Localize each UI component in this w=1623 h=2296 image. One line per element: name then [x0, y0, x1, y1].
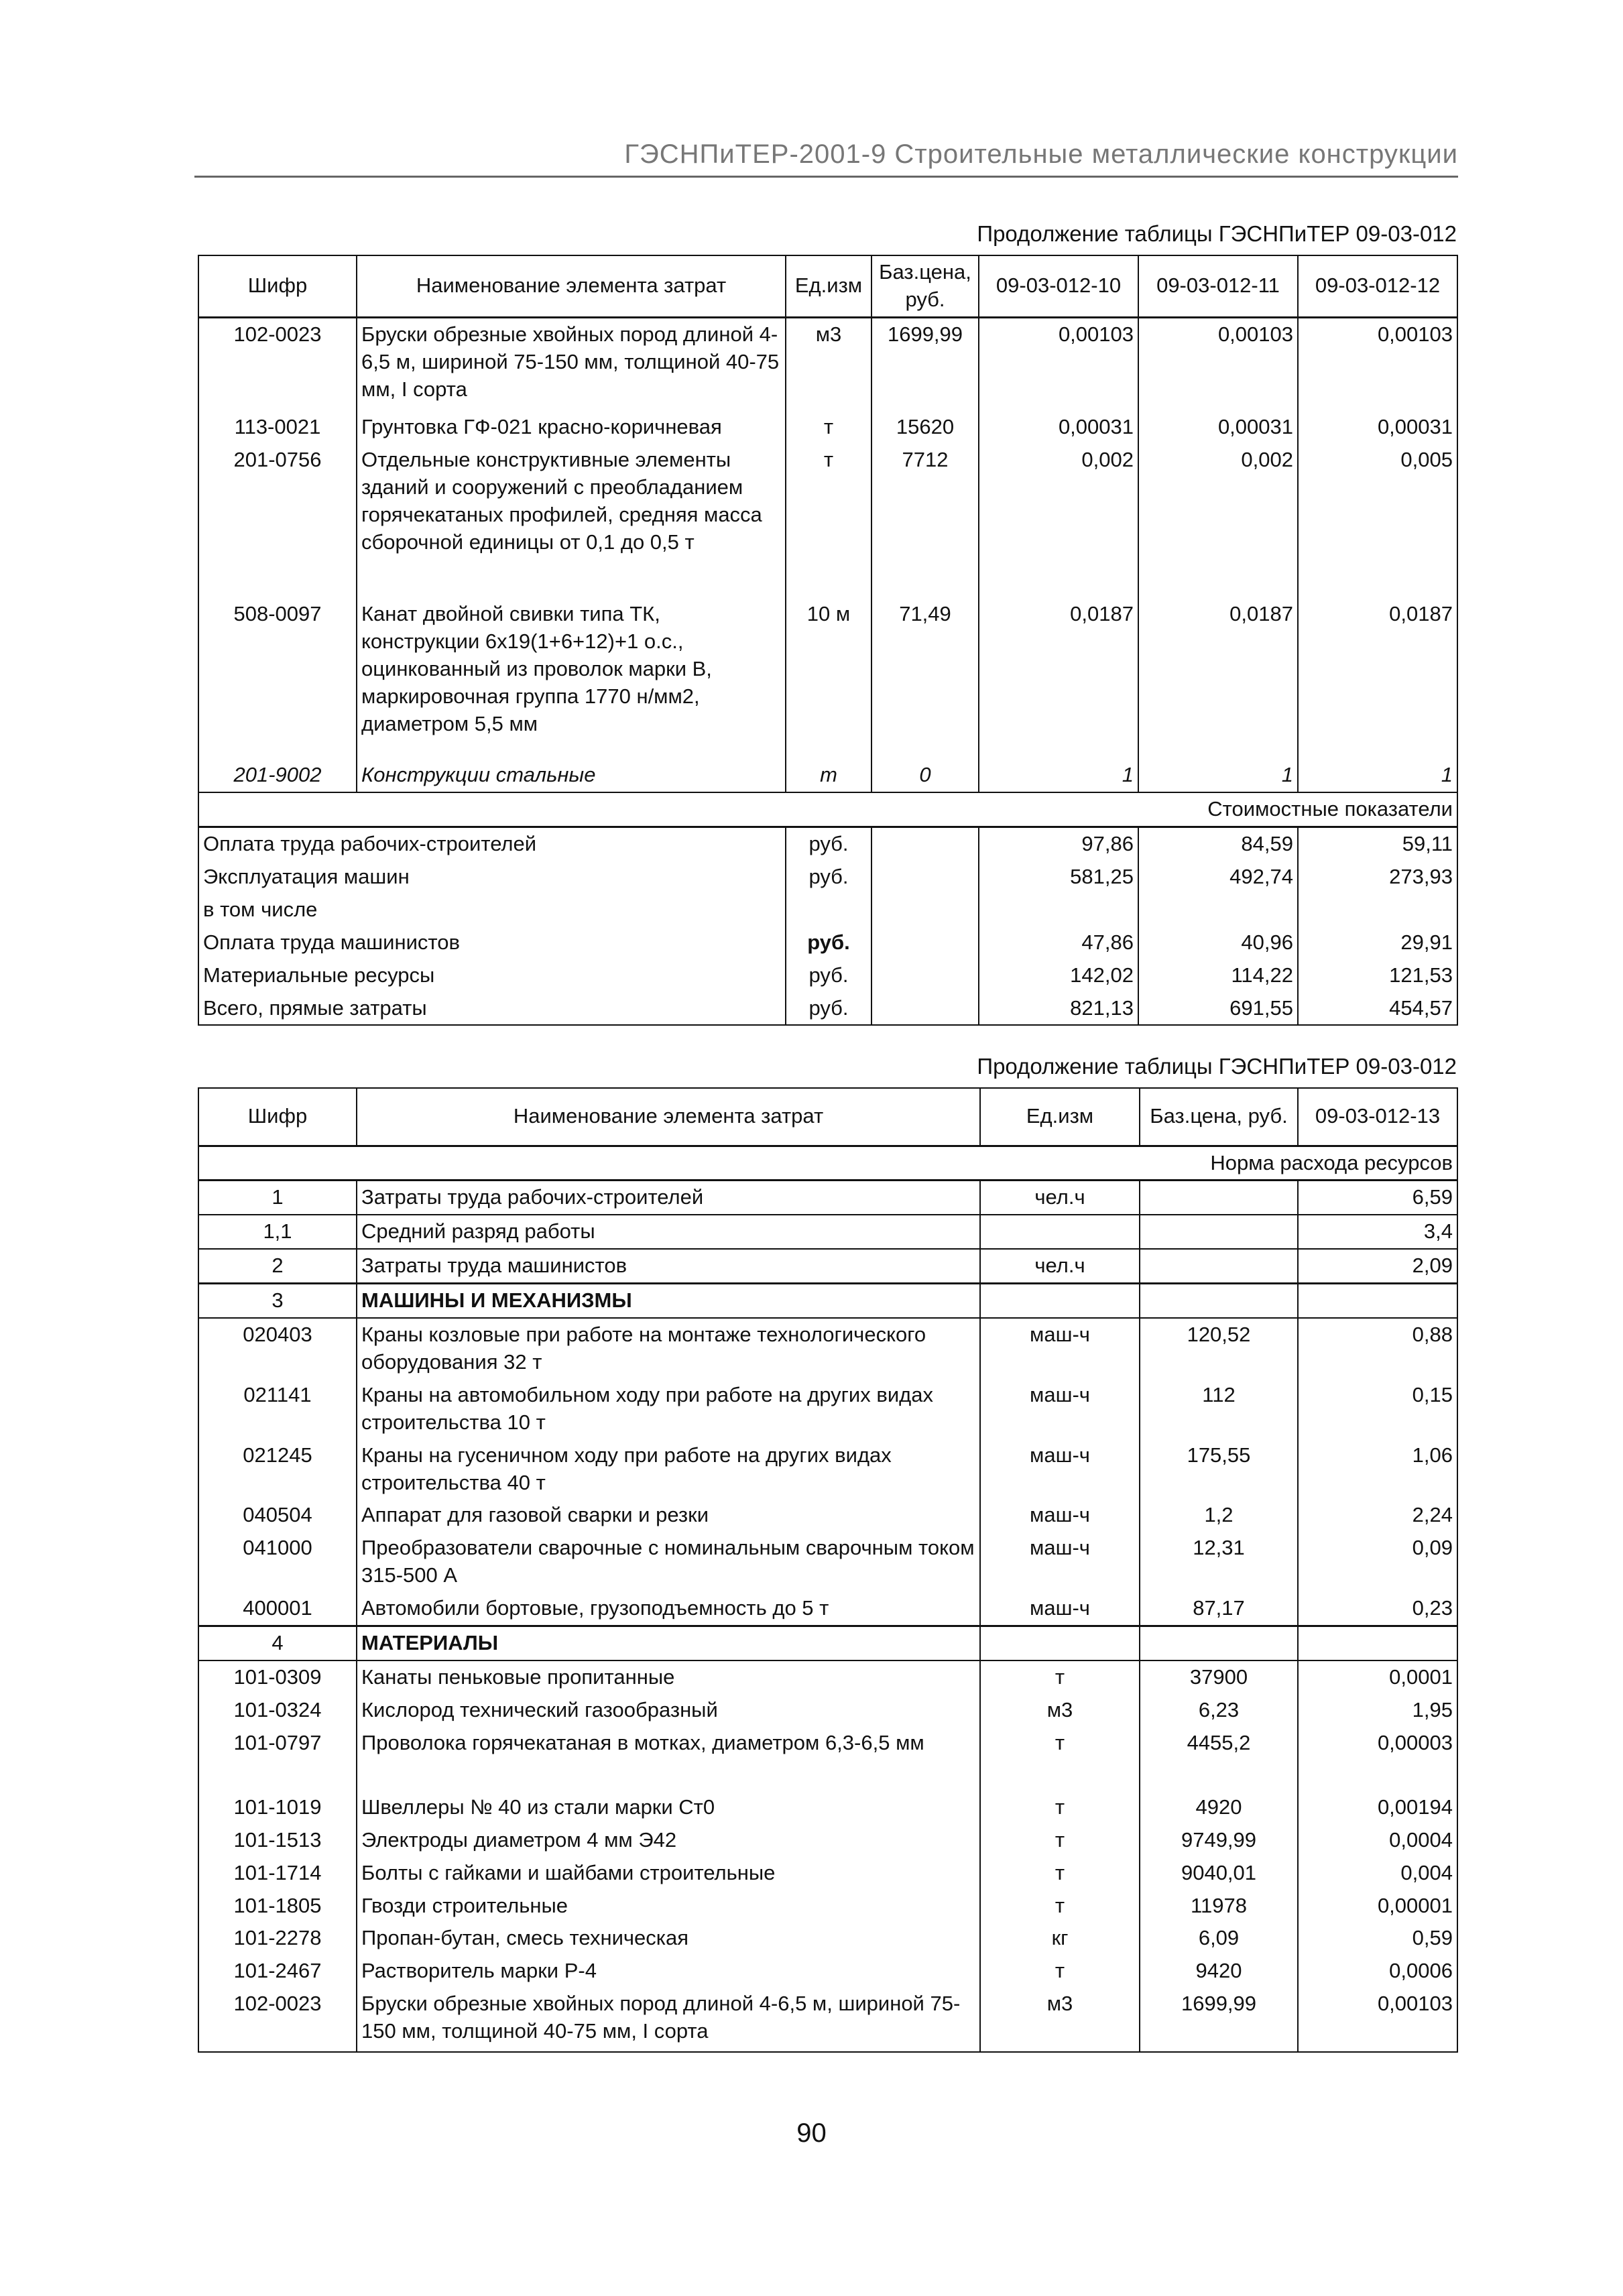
section-row — [198, 792, 1457, 827]
cell-value: 454,57 — [1298, 992, 1457, 1026]
table-row — [198, 1181, 1457, 1215]
cell-name: Пропан-бутан, смесь техническая — [357, 1922, 980, 1955]
cell-unit: 10 м — [786, 598, 871, 759]
table1-caption: Продолжение таблицы ГЭСНПиТЕР 09-03-012 — [977, 221, 1457, 246]
group-row — [198, 1284, 1457, 1318]
cell-unit: чел.ч — [980, 1249, 1140, 1283]
cell-unit: маш-ч — [980, 1499, 1140, 1532]
group-row — [198, 1626, 1457, 1660]
cell-code: 021245 — [198, 1439, 357, 1500]
cell-norm: 0,0187 — [979, 598, 1138, 759]
cell-price: 12,31 — [1140, 1532, 1298, 1592]
col-header-name: Наименование элемента затрат — [357, 255, 786, 317]
table-row — [198, 1922, 1457, 1955]
cell-price — [1140, 1626, 1298, 1660]
cell-name: Краны козловые при работе на монтаже технологического оборудования 32 т — [357, 1318, 980, 1379]
resource-table-2 — [198, 1087, 1458, 2053]
cell-price: 0 — [871, 759, 979, 792]
cell-code: 3 — [198, 1284, 357, 1318]
cell-code: 101-2278 — [198, 1922, 357, 1955]
cell-value: 691,55 — [1138, 992, 1298, 1026]
cell-price — [1140, 1284, 1298, 1318]
cell-code: 101-0309 — [198, 1660, 357, 1694]
cell-unit: маш-ч — [980, 1379, 1140, 1439]
cell-name: Эксплуатация машин — [198, 861, 786, 894]
col-header-norm-12: 09-03-012-12 — [1298, 255, 1457, 317]
table-row — [198, 1439, 1457, 1500]
cell-code: 2 — [198, 1249, 357, 1283]
cell-norm: 0,0006 — [1298, 1955, 1457, 1988]
cell-norm: 1,95 — [1298, 1694, 1457, 1727]
cell-norm: 0,09 — [1298, 1532, 1457, 1592]
section-label-cost: Стоимостные показатели — [198, 792, 1457, 827]
cell-norm: 0,0004 — [1298, 1824, 1457, 1857]
table-row — [198, 411, 1457, 444]
cell-norm: 0,00103 — [1298, 317, 1457, 411]
cell-price: 11978 — [1140, 1890, 1298, 1923]
cell-price: 9749,99 — [1140, 1824, 1298, 1857]
cell-name: Болты с гайками и шайбами строительные — [357, 1857, 980, 1890]
cell-norm: 0,0001 — [1298, 1660, 1457, 1694]
col-header-base-price: Баз.цена, руб. — [1140, 1088, 1298, 1146]
cell-name: Растворитель марки Р-4 — [357, 1955, 980, 1988]
cell-unit: т — [786, 444, 871, 598]
cell-code: 101-0797 — [198, 1727, 357, 1791]
cell-norm: 0,002 — [1138, 444, 1298, 598]
cell-unit: т — [980, 1727, 1140, 1791]
cell-name: Кислород технический газообразный — [357, 1694, 980, 1727]
cell-name: Гвозди строительные — [357, 1890, 980, 1923]
cell-name: Затраты труда машинистов — [357, 1249, 980, 1283]
cell-name: Аппарат для газовой сварки и резки — [357, 1499, 980, 1532]
cell-price: 175,55 — [1140, 1439, 1298, 1500]
cell-price: 120,52 — [1140, 1318, 1298, 1379]
cell-norm: 0,00031 — [1298, 411, 1457, 444]
cell-value: 59,11 — [1298, 827, 1457, 861]
table-row — [198, 992, 1457, 1026]
table-row — [198, 1379, 1457, 1439]
table-row — [198, 926, 1457, 959]
cell-norm: 0,00194 — [1298, 1791, 1457, 1824]
cell-unit: маш-ч — [980, 1592, 1140, 1626]
table-row — [198, 1824, 1457, 1857]
cell-code: 102-0023 — [198, 317, 357, 411]
cell-unit: чел.ч — [980, 1181, 1140, 1215]
table-row — [198, 894, 1457, 926]
cell-norm: 3,4 — [1298, 1215, 1457, 1249]
cell-name: Грунтовка ГФ-021 красно-коричневая — [357, 411, 786, 444]
cell-norm: 6,59 — [1298, 1181, 1457, 1215]
cell-name: Бруски обрезные хвойных пород длиной 4-6,5 м, шириной 75-150 мм, толщиной 40-75 мм, I сорта — [357, 317, 786, 411]
cell-group-title: МАТЕРИАЛЫ — [357, 1626, 980, 1660]
cell-price — [871, 959, 979, 992]
cell-price: 71,49 — [871, 598, 979, 759]
cell-norm: 0,23 — [1298, 1592, 1457, 1626]
cell-norm: 0,004 — [1298, 1857, 1457, 1890]
cell-norm: 0,00103 — [1298, 1988, 1457, 2052]
cell-name: в том числе — [198, 894, 786, 926]
table-row — [198, 1727, 1457, 1791]
table1-header-row — [198, 255, 1457, 317]
cell-group-title: МАШИНЫ И МЕХАНИЗМЫ — [357, 1284, 980, 1318]
cell-price: 37900 — [1140, 1660, 1298, 1694]
table-row — [198, 759, 1457, 792]
cell-price — [871, 926, 979, 959]
cell-code: 1,1 — [198, 1215, 357, 1249]
cell-name: Автомобили бортовые, грузоподъемность до 5 т — [357, 1592, 980, 1626]
cell-name: Конструкции стальные — [357, 759, 786, 792]
cell-value: 84,59 — [1138, 827, 1298, 861]
cell-price: 1699,99 — [1140, 1988, 1298, 2052]
cell-norm: 2,24 — [1298, 1499, 1457, 1532]
cell-norm: 0,00103 — [1138, 317, 1298, 411]
cell-unit: маш-ч — [980, 1532, 1140, 1592]
cell-norm: 0,00001 — [1298, 1890, 1457, 1923]
cell-norm: 2,09 — [1298, 1249, 1457, 1283]
cell-unit: т — [786, 411, 871, 444]
cell-price: 4455,2 — [1140, 1727, 1298, 1791]
resource-table-1 — [198, 255, 1458, 1026]
col-header-norm-11: 09-03-012-11 — [1138, 255, 1298, 317]
cell-norm: 0,00031 — [979, 411, 1138, 444]
col-header-base-price: Баз.цена, руб. — [871, 255, 979, 317]
col-header-code: Шифр — [198, 255, 357, 317]
cell-name: Канат двойной свивки типа ТК, конструкции 6х19(1+6+12)+1 о.с., оцинкованный из проволок марки В, маркировочная группа 1770 н/мм2, диаметром 5,5 мм — [357, 598, 786, 759]
cell-unit: т — [980, 1660, 1140, 1694]
table-row — [198, 1857, 1457, 1890]
cell-norm: 0,0187 — [1298, 598, 1457, 759]
table-row — [198, 1988, 1457, 2052]
cell-name: Затраты труда рабочих-строителей — [357, 1181, 980, 1215]
cell-norm: 1 — [1138, 759, 1298, 792]
table-row — [198, 1791, 1457, 1824]
cell-price: 87,17 — [1140, 1592, 1298, 1626]
cell-unit: руб. — [786, 861, 871, 894]
cell-norm — [1298, 1626, 1457, 1660]
cell-value: 121,53 — [1298, 959, 1457, 992]
cell-value: 142,02 — [979, 959, 1138, 992]
table-row — [198, 1660, 1457, 1694]
cell-price — [871, 827, 979, 861]
cell-norm: 0,0187 — [1138, 598, 1298, 759]
cell-price — [1140, 1181, 1298, 1215]
cell-norm: 1 — [1298, 759, 1457, 792]
cell-unit: маш-ч — [980, 1318, 1140, 1379]
table-row — [198, 1532, 1457, 1592]
cell-name: Проволока горячекатаная в мотках, диаметром 6,3-6,5 мм — [357, 1727, 980, 1791]
col-header-unit: Ед.изм — [980, 1088, 1140, 1146]
cell-price — [871, 992, 979, 1026]
cell-price: 15620 — [871, 411, 979, 444]
cell-price — [871, 894, 979, 926]
cell-norm: 0,88 — [1298, 1318, 1457, 1379]
cell-unit: маш-ч — [980, 1439, 1140, 1500]
table-row — [198, 861, 1457, 894]
header-rule — [194, 176, 1458, 178]
cell-code: 101-1714 — [198, 1857, 357, 1890]
cell-value — [1298, 894, 1457, 926]
cell-code: 400001 — [198, 1592, 357, 1626]
col-header-code: Шифр — [198, 1088, 357, 1146]
cell-value — [979, 894, 1138, 926]
cell-price — [1140, 1249, 1298, 1283]
cell-norm: 0,00031 — [1138, 411, 1298, 444]
cell-name: Оплата труда машинистов — [198, 926, 786, 959]
cell-norm — [1298, 1284, 1457, 1318]
cell-value: 492,74 — [1138, 861, 1298, 894]
cell-unit: руб. — [786, 959, 871, 992]
cell-name: Средний разряд работы — [357, 1215, 980, 1249]
cell-unit: руб. — [786, 926, 871, 959]
table-row — [198, 598, 1457, 759]
cell-name: Канаты пеньковые пропитанные — [357, 1660, 980, 1694]
cell-name: Швеллеры № 40 из стали марки Ст0 — [357, 1791, 980, 1824]
cell-value: 40,96 — [1138, 926, 1298, 959]
section-label-norm: Норма расхода ресурсов — [198, 1146, 1457, 1181]
cell-norm: 0,00103 — [979, 317, 1138, 411]
cell-price: 1699,99 — [871, 317, 979, 411]
cell-value: 97,86 — [979, 827, 1138, 861]
cell-code: 020403 — [198, 1318, 357, 1379]
cell-name: Краны на автомобильном ходу при работе на других видах строительства 10 т — [357, 1379, 980, 1439]
table2-header-row — [198, 1088, 1457, 1146]
table-row — [198, 444, 1457, 598]
cell-code: 101-2467 — [198, 1955, 357, 1988]
section-row — [198, 1146, 1457, 1181]
cell-code: 1 — [198, 1181, 357, 1215]
cell-price: 6,23 — [1140, 1694, 1298, 1727]
cell-code: 041000 — [198, 1532, 357, 1592]
cell-norm: 0,59 — [1298, 1922, 1457, 1955]
table-row — [198, 1955, 1457, 1988]
cell-value: 29,91 — [1298, 926, 1457, 959]
cell-price — [871, 861, 979, 894]
cell-name: Всего, прямые затраты — [198, 992, 786, 1026]
cell-value: 114,22 — [1138, 959, 1298, 992]
table-row — [198, 959, 1457, 992]
cell-norm: 0,15 — [1298, 1379, 1457, 1439]
cell-name: Материальные ресурсы — [198, 959, 786, 992]
cell-unit: т — [786, 759, 871, 792]
cell-price: 9040,01 — [1140, 1857, 1298, 1890]
cell-name: Отдельные конструктивные элементы зданий и сооружений с преобладанием горячекатаных профилей, средняя масса сборочной единицы от 0,1 до 0,5 т — [357, 444, 786, 598]
cell-code: 040504 — [198, 1499, 357, 1532]
cell-value: 273,93 — [1298, 861, 1457, 894]
cell-name: Краны на гусеничном ходу при работе на других видах строительства 40 т — [357, 1439, 980, 1500]
cell-unit: кг — [980, 1922, 1140, 1955]
cell-code: 101-0324 — [198, 1694, 357, 1727]
cell-unit — [980, 1215, 1140, 1249]
table-row — [198, 1318, 1457, 1379]
cell-price: 9420 — [1140, 1955, 1298, 1988]
table-row — [198, 1592, 1457, 1626]
cell-price: 7712 — [871, 444, 979, 598]
cell-price — [1140, 1215, 1298, 1249]
cell-code: 101-1513 — [198, 1824, 357, 1857]
cell-code: 201-9002 — [198, 759, 357, 792]
page-number: 90 — [796, 2118, 827, 2148]
cell-code: 021141 — [198, 1379, 357, 1439]
cell-unit: руб. — [786, 827, 871, 861]
cell-norm: 1,06 — [1298, 1439, 1457, 1500]
cell-unit: м3 — [980, 1988, 1140, 2052]
cell-unit — [980, 1626, 1140, 1660]
cell-name: Преобразователи сварочные с номинальным сварочным током 315-500 А — [357, 1532, 980, 1592]
cell-unit: руб. — [786, 992, 871, 1026]
cell-unit — [786, 894, 871, 926]
cell-norm: 0,005 — [1298, 444, 1457, 598]
col-header-norm-10: 09-03-012-10 — [979, 255, 1138, 317]
cell-value: 47,86 — [979, 926, 1138, 959]
cell-price: 1,2 — [1140, 1499, 1298, 1532]
cell-unit — [980, 1284, 1140, 1318]
table-row — [198, 1499, 1457, 1532]
running-header: ГЭСНПиТЕР-2001-9 Строительные металлические конструкции — [624, 139, 1458, 169]
cell-unit: т — [980, 1890, 1140, 1923]
table-row — [198, 1694, 1457, 1727]
cell-code: 4 — [198, 1626, 357, 1660]
table-row — [198, 1249, 1457, 1283]
cell-code: 113-0021 — [198, 411, 357, 444]
cell-norm: 1 — [979, 759, 1138, 792]
cell-code: 201-0756 — [198, 444, 357, 598]
cell-value: 821,13 — [979, 992, 1138, 1026]
col-header-norm-13: 09-03-012-13 — [1298, 1088, 1457, 1146]
cell-unit: м3 — [786, 317, 871, 411]
cell-price: 6,09 — [1140, 1922, 1298, 1955]
cell-unit: т — [980, 1955, 1140, 1988]
cell-unit: м3 — [980, 1694, 1140, 1727]
cell-code: 508-0097 — [198, 598, 357, 759]
table-row — [198, 1890, 1457, 1923]
table-row — [198, 317, 1457, 411]
cell-name: Бруски обрезные хвойных пород длиной 4-6,5 м, шириной 75-150 мм, толщиной 40-75 мм, I сорта — [357, 1988, 980, 2052]
table-row — [198, 827, 1457, 861]
cell-code: 101-1805 — [198, 1890, 357, 1923]
cell-norm: 0,00003 — [1298, 1727, 1457, 1791]
cell-name: Оплата труда рабочих-строителей — [198, 827, 786, 861]
cell-unit: т — [980, 1857, 1140, 1890]
col-header-unit: Ед.изм — [786, 255, 871, 317]
cell-value — [1138, 894, 1298, 926]
cell-price: 4920 — [1140, 1791, 1298, 1824]
cell-code: 102-0023 — [198, 1988, 357, 2052]
table-row — [198, 1215, 1457, 1249]
col-header-name: Наименование элемента затрат — [357, 1088, 980, 1146]
table2-caption: Продолжение таблицы ГЭСНПиТЕР 09-03-012 — [977, 1054, 1457, 1079]
cell-price: 112 — [1140, 1379, 1298, 1439]
cell-unit: т — [980, 1824, 1140, 1857]
cell-unit: т — [980, 1791, 1140, 1824]
cell-norm: 0,002 — [979, 444, 1138, 598]
cell-value: 581,25 — [979, 861, 1138, 894]
cell-name: Электроды диаметром 4 мм Э42 — [357, 1824, 980, 1857]
cell-code: 101-1019 — [198, 1791, 357, 1824]
